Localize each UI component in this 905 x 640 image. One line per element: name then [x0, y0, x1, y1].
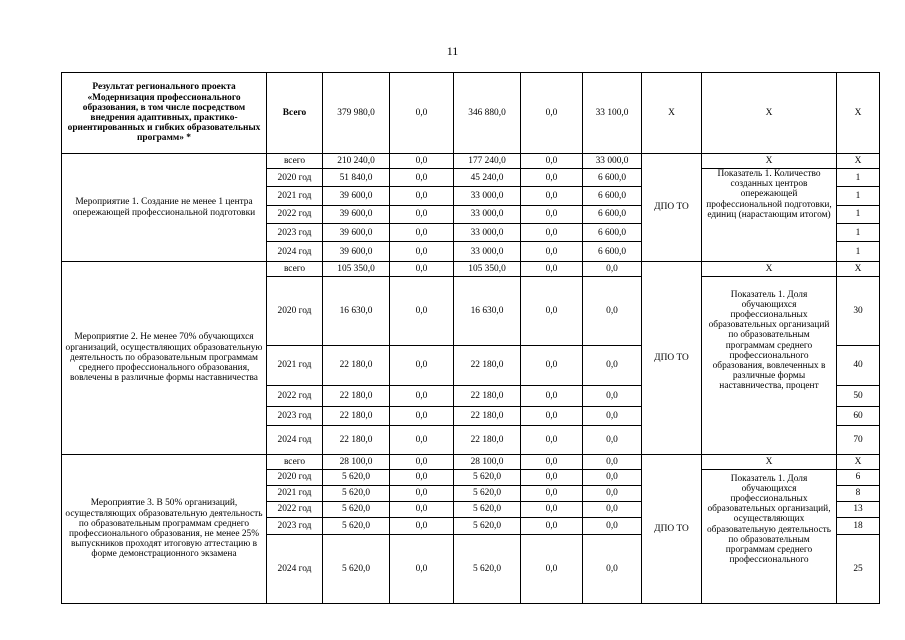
value-cell: 0,0	[390, 224, 454, 242]
result-value-1: 379 980,0	[323, 73, 390, 154]
executor-cell: ДПО ТО	[642, 262, 702, 455]
value-cell: 210 240,0	[323, 154, 390, 169]
value-cell: 0,0	[521, 262, 583, 277]
indicator-value: 70	[837, 426, 880, 455]
value-cell: 39 600,0	[323, 224, 390, 242]
value-cell: 0,0	[521, 470, 583, 486]
indicator-value: 60	[837, 407, 880, 426]
indicator-value: 1	[837, 242, 880, 262]
value-cell: 0,0	[521, 486, 583, 502]
indicator-value: 1	[837, 169, 880, 187]
indicator-total: Х	[702, 455, 837, 470]
value-cell: 0,0	[521, 502, 583, 518]
value-cell: 6 600,0	[583, 242, 642, 262]
value-cell: 6 600,0	[583, 169, 642, 187]
value-cell: 105 350,0	[454, 262, 521, 277]
indicator-total: Х	[702, 154, 837, 169]
value-cell: 28 100,0	[454, 455, 521, 470]
value-cell: 5 620,0	[323, 518, 390, 535]
value-cell: 0,0	[583, 277, 642, 346]
value-cell: 6 600,0	[583, 224, 642, 242]
year-cell: 2021 год	[267, 486, 323, 502]
value-cell: 22 180,0	[323, 426, 390, 455]
result-value-3: 346 880,0	[454, 73, 521, 154]
year-cell: 2024 год	[267, 426, 323, 455]
year-cell: 2023 год	[267, 224, 323, 242]
indicator-description	[702, 470, 837, 604]
value-cell: 5 620,0	[454, 470, 521, 486]
year-cell: всего	[267, 262, 323, 277]
value-cell: 0,0	[583, 262, 642, 277]
year-cell: 2021 год	[267, 346, 323, 386]
value-cell: 0,0	[521, 386, 583, 407]
event-name-text: Мероприятие 2. Не менее 70% обучающихся организаций, осуществляющих образовательную деятельность по образовательным программам среднего профессионального образования, вовлечены в различные формы наставничества	[65, 332, 263, 384]
value-cell: 177 240,0	[454, 154, 521, 169]
value-cell: 0,0	[390, 518, 454, 535]
indicator-value: Х	[837, 455, 880, 470]
value-cell: 0,0	[521, 154, 583, 169]
indicator-value: 8	[837, 486, 880, 502]
value-cell: 0,0	[521, 518, 583, 535]
result-value-4: 0,0	[521, 73, 583, 154]
year-cell: 2022 год	[267, 205, 323, 223]
value-cell: 0,0	[390, 346, 454, 386]
event-name	[62, 154, 267, 262]
value-cell: 45 240,0	[454, 169, 521, 187]
value-cell: 33 000,0	[454, 242, 521, 262]
value-cell: 22 180,0	[454, 407, 521, 426]
value-cell: 22 180,0	[454, 386, 521, 407]
year-cell: всего	[267, 455, 323, 470]
table-row	[62, 154, 880, 169]
value-cell: 0,0	[390, 426, 454, 455]
value-cell: 0,0	[583, 518, 642, 535]
value-cell: 0,0	[390, 277, 454, 346]
year-cell: 2020 год	[267, 277, 323, 346]
value-cell: 0,0	[521, 346, 583, 386]
value-cell: 105 350,0	[323, 262, 390, 277]
value-cell: 0,0	[521, 535, 583, 604]
value-cell: 6 600,0	[583, 205, 642, 223]
year-cell: 2020 год	[267, 470, 323, 486]
indicator-value: 1	[837, 224, 880, 242]
event-name-text: Мероприятие 3. В 50% организаций, осуществляющих образовательную деятельность по образовательным программам среднего профессионального образования, не менее 25% выпускников проходят итоговую аттестацию в форме демонстрационного экзамена	[65, 498, 263, 560]
value-cell: 0,0	[390, 386, 454, 407]
value-cell: 0,0	[583, 386, 642, 407]
indicator-value: 50	[837, 386, 880, 407]
year-cell: 2021 год	[267, 187, 323, 205]
value-cell: 5 620,0	[454, 486, 521, 502]
indicator-value: Х	[837, 262, 880, 277]
value-cell: 0,0	[390, 407, 454, 426]
indicator-value: 40	[837, 346, 880, 386]
value-cell: 33 000,0	[583, 154, 642, 169]
value-cell: 0,0	[390, 154, 454, 169]
indicator-value: 13	[837, 502, 880, 518]
value-cell: 6 600,0	[583, 187, 642, 205]
value-cell: 33 000,0	[454, 224, 521, 242]
indicator-value: 1	[837, 205, 880, 223]
result-value-2: 0,0	[390, 73, 454, 154]
value-cell: 0,0	[583, 486, 642, 502]
value-cell: 0,0	[521, 277, 583, 346]
value-cell: 0,0	[390, 470, 454, 486]
page-number: 11	[446, 44, 459, 58]
value-cell: 0,0	[521, 426, 583, 455]
value-cell: 5 620,0	[323, 486, 390, 502]
value-cell: 0,0	[521, 224, 583, 242]
indicator-description	[702, 169, 837, 262]
year-cell: 2022 год	[267, 386, 323, 407]
budget-table	[61, 72, 880, 604]
value-cell: 22 180,0	[323, 386, 390, 407]
value-cell: 0,0	[390, 486, 454, 502]
value-cell: 0,0	[521, 242, 583, 262]
value-cell: 39 600,0	[323, 187, 390, 205]
value-cell: 5 620,0	[454, 502, 521, 518]
value-cell: 0,0	[521, 205, 583, 223]
value-cell: 22 180,0	[323, 407, 390, 426]
event-name-text: Мероприятие 1. Создание не менее 1 центра опережающей профессиональной подготовки	[72, 197, 256, 218]
value-cell: 0,0	[521, 407, 583, 426]
indicator-value: 30	[837, 277, 880, 346]
result-value-5: 33 100,0	[583, 73, 642, 154]
value-cell: 5 620,0	[323, 535, 390, 604]
value-cell: 0,0	[583, 470, 642, 486]
value-cell: 0,0	[390, 262, 454, 277]
value-cell: 0,0	[390, 455, 454, 470]
value-cell: 0,0	[390, 205, 454, 223]
value-cell: 16 630,0	[323, 277, 390, 346]
indicator-value: 1	[837, 187, 880, 205]
value-cell: 39 600,0	[323, 205, 390, 223]
value-cell: 28 100,0	[323, 455, 390, 470]
value-cell: 5 620,0	[454, 535, 521, 604]
value-cell: 0,0	[521, 455, 583, 470]
value-cell: 16 630,0	[454, 277, 521, 346]
result-indicator: Х	[702, 73, 837, 154]
indicator-description	[702, 277, 837, 455]
value-cell: 0,0	[390, 242, 454, 262]
year-cell: 2023 год	[267, 518, 323, 535]
value-cell: 5 620,0	[454, 518, 521, 535]
year-cell: 2024 год	[267, 242, 323, 262]
value-cell: 0,0	[390, 187, 454, 205]
result-indicator-value: Х	[837, 73, 880, 154]
executor-cell: ДПО ТО	[642, 154, 702, 262]
value-cell: 0,0	[583, 346, 642, 386]
value-cell: 0,0	[583, 407, 642, 426]
value-cell: 22 180,0	[454, 346, 521, 386]
value-cell: 5 620,0	[323, 502, 390, 518]
value-cell: 0,0	[583, 535, 642, 604]
value-cell: 22 180,0	[323, 346, 390, 386]
result-period: Всего	[267, 73, 323, 154]
value-cell: 33 000,0	[454, 187, 521, 205]
indicator-value: 18	[837, 518, 880, 535]
indicator-total: Х	[702, 262, 837, 277]
table-row	[62, 262, 880, 277]
year-cell: всего	[267, 154, 323, 169]
value-cell: 22 180,0	[454, 426, 521, 455]
value-cell: 39 600,0	[323, 242, 390, 262]
result-executor: Х	[642, 73, 702, 154]
value-cell: 0,0	[521, 187, 583, 205]
value-cell: 33 000,0	[454, 205, 521, 223]
value-cell: 0,0	[390, 169, 454, 187]
value-cell: 0,0	[390, 502, 454, 518]
indicator-text: Показатель 1. Количество созданных центров опережающей профессиональной подготовки, единиц (нарастающим итогом)	[706, 169, 832, 220]
result-title: Результат регионального проекта «Модернизация профессионального образования, в том числе посредством внедрения адаптивных, практико-ориентированных и гибких образовательных программ» *	[62, 73, 267, 154]
result-row	[62, 73, 880, 154]
year-cell: 2024 год	[267, 535, 323, 604]
value-cell: 0,0	[583, 502, 642, 518]
value-cell: 0,0	[583, 455, 642, 470]
year-cell: 2023 год	[267, 407, 323, 426]
year-cell: 2020 год	[267, 169, 323, 187]
indicator-text: Показатель 1. Доля обучающихся профессиональных образовательных организаций по образовательным программам среднего профессионального образования, вовлеченных в различные формы наставничества, процент	[708, 289, 830, 392]
event-name	[62, 262, 267, 455]
table-row	[62, 455, 880, 470]
event-name	[62, 455, 267, 604]
value-cell: 0,0	[521, 169, 583, 187]
value-cell: 51 840,0	[323, 169, 390, 187]
value-cell: 0,0	[390, 535, 454, 604]
executor-cell: ДПО ТО	[642, 455, 702, 604]
year-cell: 2022 год	[267, 502, 323, 518]
indicator-value: 25	[837, 535, 880, 604]
indicator-value: Х	[837, 154, 880, 169]
indicator-text: Показатель 1. Доля обучающихся профессиональных образовательных организаций, осуществляющих образовательную деятельность по образовательным программам среднего профессионального	[706, 473, 832, 566]
value-cell: 5 620,0	[323, 470, 390, 486]
indicator-value: 6	[837, 470, 880, 486]
value-cell: 0,0	[583, 426, 642, 455]
